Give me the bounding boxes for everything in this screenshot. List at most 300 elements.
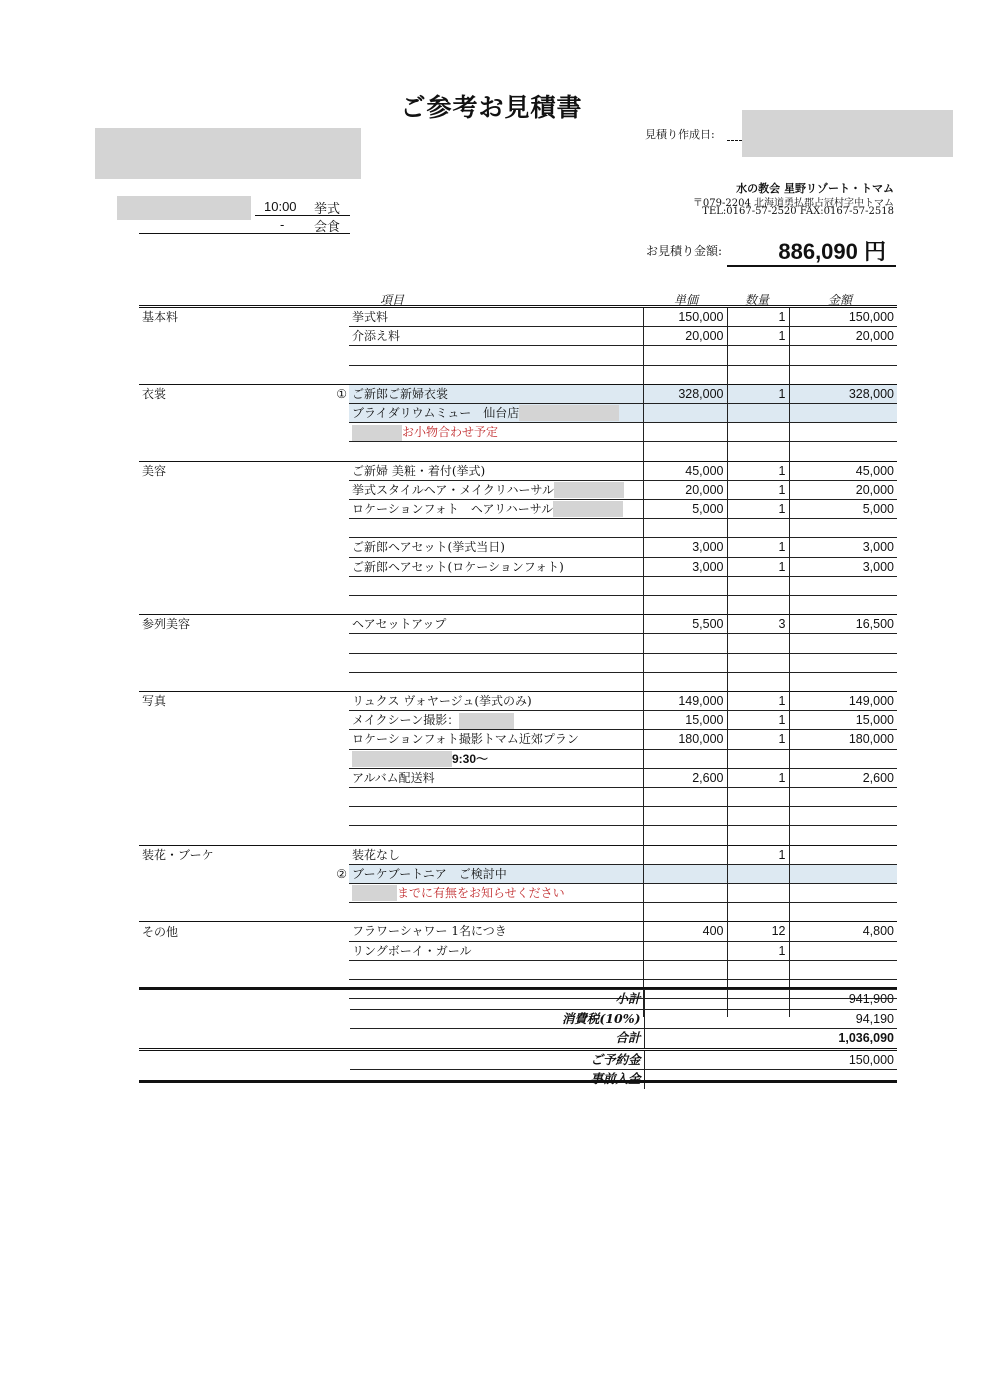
estimate-row <box>139 768 897 787</box>
note-marker <box>329 653 349 672</box>
item-cell <box>349 749 643 768</box>
note-marker: ② <box>336 866 347 881</box>
category-cell: 参列美容 <box>139 615 329 634</box>
item-label: フラワーシャワー 1名につき <box>352 924 507 939</box>
amount-cell <box>789 749 897 768</box>
unit-price-cell: 328,000 <box>643 384 727 403</box>
schedule-event-1: 挙式 <box>314 202 341 217</box>
item-cell <box>349 595 643 614</box>
header-amount: 金額 <box>828 293 853 307</box>
qty-cell <box>727 826 789 845</box>
item-cell <box>349 768 643 787</box>
item-cell <box>349 634 643 653</box>
item-cell <box>349 519 643 538</box>
redacted-text <box>352 425 402 441</box>
amount-cell <box>789 442 897 461</box>
total-underline <box>727 265 896 267</box>
note-marker <box>329 691 349 710</box>
note-marker <box>329 960 349 979</box>
estimate-row <box>139 538 897 557</box>
unit-price-cell <box>643 826 727 845</box>
note-marker <box>329 826 349 845</box>
category-cell <box>139 941 329 960</box>
totals-value: 150,000 <box>644 1049 897 1070</box>
qty-cell: 1 <box>727 730 789 749</box>
amount-cell: 15,000 <box>789 711 897 730</box>
estimate-row <box>139 595 897 614</box>
amount-cell: 149,000 <box>789 691 897 710</box>
category-cell <box>139 403 329 422</box>
item-cell <box>349 826 643 845</box>
item-label: リュクス ヴォヤージュ(挙式のみ) <box>352 693 532 708</box>
redacted-text <box>519 405 619 421</box>
totals-label: ご予約金 <box>350 1049 644 1070</box>
redacted-text <box>352 885 397 901</box>
redacted-date <box>742 110 953 157</box>
totals-spacer <box>139 1029 350 1050</box>
item-cell <box>349 922 643 941</box>
note-marker <box>329 730 349 749</box>
estimate-row <box>139 499 897 518</box>
totals-row <box>139 1049 897 1070</box>
qty-cell: 1 <box>727 711 789 730</box>
estimate-row <box>139 403 897 422</box>
qty-cell <box>727 749 789 768</box>
note-marker <box>329 615 349 634</box>
note-marker <box>329 672 349 691</box>
estimate-row <box>139 941 897 960</box>
qty-cell <box>727 653 789 672</box>
qty-cell: 1 <box>727 768 789 787</box>
amount-cell: 3,000 <box>789 557 897 576</box>
unit-price-cell: 149,000 <box>643 691 727 710</box>
category-cell: 美容 <box>139 461 329 480</box>
estimate-row <box>139 346 897 365</box>
schedule-event-2: 会食 <box>314 220 341 235</box>
unit-price-cell: 5,000 <box>643 499 727 518</box>
redacted-text <box>352 751 452 767</box>
note-marker <box>329 576 349 595</box>
item-label: ブライダリウムミュー 仙台店 <box>352 405 520 420</box>
qty-cell: 1 <box>727 499 789 518</box>
category-cell <box>139 557 329 576</box>
amount-cell <box>789 672 897 691</box>
item-cell <box>349 730 643 749</box>
category-cell: 写真 <box>139 691 329 710</box>
item-cell <box>349 615 643 634</box>
amount-cell: 150,000 <box>789 308 897 327</box>
unit-price-cell <box>643 576 727 595</box>
redacted-customer-name <box>95 128 361 179</box>
item-label: ロケーションフォト撮影トマム近郊プラン <box>352 732 579 747</box>
estimate-row <box>139 749 897 768</box>
unit-price-cell <box>643 864 727 883</box>
note-marker <box>329 807 349 826</box>
estimate-table <box>139 307 897 1017</box>
amount-cell <box>789 403 897 422</box>
note-marker <box>329 845 349 864</box>
item-cell <box>349 423 643 442</box>
unit-price-cell: 5,500 <box>643 615 727 634</box>
note-marker <box>329 442 349 461</box>
unit-price-cell <box>643 346 727 365</box>
amount-cell <box>789 807 897 826</box>
totals-row <box>139 1070 897 1089</box>
category-cell: 基本料 <box>139 308 329 327</box>
note-marker <box>329 346 349 365</box>
qty-cell: 1 <box>727 327 789 346</box>
item-label: 挙式料 <box>352 310 389 324</box>
category-cell <box>139 327 329 346</box>
unit-price-cell: 400 <box>643 922 727 941</box>
totals-value: 94,190 <box>644 1009 897 1029</box>
estimate-row <box>139 615 897 634</box>
item-cell <box>349 691 643 710</box>
amount-cell: 20,000 <box>789 480 897 499</box>
item-label: 介添え料 <box>352 329 401 344</box>
unit-price-cell: 180,000 <box>643 730 727 749</box>
note-marker <box>329 883 349 902</box>
totals-spacer <box>139 1049 350 1070</box>
item-cell <box>349 538 643 557</box>
date-label: 見積り作成日: <box>645 128 715 141</box>
qty-cell <box>727 346 789 365</box>
totals-row <box>139 1009 897 1029</box>
category-cell <box>139 787 329 806</box>
item-cell <box>349 499 643 518</box>
item-label: ご新郎ヘアセット(挙式当日) <box>352 540 505 555</box>
estimate-row <box>139 903 897 922</box>
amount-cell <box>789 826 897 845</box>
estimate-row <box>139 730 897 749</box>
totals-spacer <box>139 1070 350 1089</box>
amount-cell <box>789 960 897 979</box>
item-label: アルバム配送料 <box>352 770 435 785</box>
item-label: までに有無をお知らせください <box>397 885 565 900</box>
note-marker <box>329 365 349 384</box>
estimate-row <box>139 384 897 403</box>
estimate-row <box>139 672 897 691</box>
item-label: 9:30〜 <box>452 751 489 766</box>
amount-cell: 45,000 <box>789 461 897 480</box>
amount-cell <box>789 595 897 614</box>
category-cell: 衣裳 <box>139 384 329 403</box>
qty-cell <box>727 442 789 461</box>
qty-cell: 1 <box>727 461 789 480</box>
company-address: 〒079-2204 北海道勇払郡占冠村字中トマム <box>692 198 894 209</box>
category-cell <box>139 672 329 691</box>
item-label: ブーケブートニア ご検討中 <box>352 866 507 881</box>
amount-cell: 328,000 <box>789 384 897 403</box>
amount-cell <box>789 845 897 864</box>
category-cell <box>139 826 329 845</box>
unit-price-cell: 2,600 <box>643 768 727 787</box>
unit-price-cell <box>643 653 727 672</box>
totals-table <box>139 989 897 1089</box>
estimate-row <box>139 327 897 346</box>
qty-cell <box>727 807 789 826</box>
unit-price-cell <box>643 883 727 902</box>
note-marker <box>329 403 349 422</box>
estimate-row <box>139 308 897 327</box>
totals-row <box>139 990 897 1010</box>
category-cell <box>139 595 329 614</box>
qty-cell <box>727 672 789 691</box>
category-cell <box>139 480 329 499</box>
company-name: 水の教会 星野リゾート・トマム <box>736 182 894 195</box>
item-cell <box>349 787 643 806</box>
item-cell <box>349 903 643 922</box>
totals-label: 事前入金 <box>350 1070 644 1089</box>
schedule-time-2: - <box>280 217 285 232</box>
estimate-row <box>139 653 897 672</box>
item-cell <box>349 883 643 902</box>
estimate-row <box>139 691 897 710</box>
estimate-row <box>139 461 897 480</box>
note-marker <box>329 634 349 653</box>
unit-price-cell: 15,000 <box>643 711 727 730</box>
totals-label: 小計 <box>350 990 644 1010</box>
category-cell <box>139 730 329 749</box>
note-marker <box>329 557 349 576</box>
unit-price-cell <box>643 634 727 653</box>
category-cell <box>139 768 329 787</box>
estimate-row <box>139 807 897 826</box>
category-cell <box>139 423 329 442</box>
note-marker <box>329 499 349 518</box>
qty-cell <box>727 883 789 902</box>
estimate-row <box>139 922 897 941</box>
totals-value: 941,900 <box>644 990 897 1010</box>
estimate-row <box>139 480 897 499</box>
total-amount: 886,090 円 <box>778 239 886 264</box>
qty-cell: 1 <box>727 845 789 864</box>
category-cell <box>139 346 329 365</box>
qty-cell: 1 <box>727 691 789 710</box>
note-marker: ① <box>329 384 349 403</box>
note-marker <box>329 595 349 614</box>
item-label: メイクシーン撮影： <box>352 713 460 728</box>
category-cell <box>139 634 329 653</box>
redacted-text <box>554 482 624 498</box>
qty-cell <box>727 960 789 979</box>
totals-value <box>644 1070 897 1089</box>
item-cell <box>349 653 643 672</box>
category-cell: 装花・ブーケ <box>139 845 329 864</box>
category-cell <box>139 442 329 461</box>
item-cell <box>349 941 643 960</box>
unit-price-cell <box>643 749 727 768</box>
amount-cell <box>789 519 897 538</box>
item-cell <box>349 346 643 365</box>
amount-cell <box>789 365 897 384</box>
unit-price-cell <box>643 807 727 826</box>
header-item: 項目 <box>380 293 405 307</box>
amount-cell: 5,000 <box>789 499 897 518</box>
estimate-row <box>139 519 897 538</box>
date-underline <box>727 140 742 141</box>
item-cell <box>349 807 643 826</box>
estimate-row <box>139 845 897 864</box>
qty-cell: 1 <box>727 941 789 960</box>
item-cell <box>349 403 643 422</box>
estimate-row <box>139 442 897 461</box>
estimate-row <box>139 787 897 806</box>
amount-cell <box>789 903 897 922</box>
note-marker <box>329 538 349 557</box>
redacted-text <box>553 501 623 517</box>
category-cell <box>139 864 329 883</box>
unit-price-cell <box>643 903 727 922</box>
unit-price-cell: 20,000 <box>643 480 727 499</box>
estimate-row <box>139 634 897 653</box>
estimate-row <box>139 826 897 845</box>
amount-cell <box>789 864 897 883</box>
note-marker <box>329 480 349 499</box>
note-marker <box>329 327 349 346</box>
note-marker <box>329 461 349 480</box>
estimate-row <box>139 883 897 902</box>
item-cell <box>349 461 643 480</box>
qty-cell: 1 <box>727 308 789 327</box>
schedule-line-2 <box>139 233 350 234</box>
item-cell <box>349 365 643 384</box>
note-marker <box>329 308 349 327</box>
qty-cell: 1 <box>727 538 789 557</box>
note-marker <box>329 711 349 730</box>
totals-label: 消費税(10%) <box>350 1009 644 1029</box>
note-marker <box>329 787 349 806</box>
amount-cell: 180,000 <box>789 730 897 749</box>
estimate-row <box>139 557 897 576</box>
amount-cell: 16,500 <box>789 615 897 634</box>
amount-cell: 2,600 <box>789 768 897 787</box>
note-marker <box>329 903 349 922</box>
qty-cell: 1 <box>727 480 789 499</box>
qty-cell <box>727 403 789 422</box>
totals-row <box>139 1029 897 1050</box>
item-label: お小物合わせ予定 <box>402 425 499 440</box>
schedule-time-1: 10:00 <box>264 199 297 214</box>
category-cell <box>139 538 329 557</box>
category-cell <box>139 653 329 672</box>
qty-cell: 3 <box>727 615 789 634</box>
redacted-text <box>459 713 514 729</box>
note-marker <box>329 423 349 442</box>
amount-cell: 20,000 <box>789 327 897 346</box>
category-cell <box>139 365 329 384</box>
category-cell <box>139 519 329 538</box>
estimate-row <box>139 864 897 883</box>
category-cell <box>139 883 329 902</box>
header-qty: 数量 <box>745 293 770 307</box>
item-label: ヘアセットアップ <box>352 617 447 632</box>
amount-cell <box>789 576 897 595</box>
totals-label: 合計 <box>350 1029 644 1050</box>
unit-price-cell: 3,000 <box>643 557 727 576</box>
category-cell: その他 <box>139 922 329 941</box>
item-cell <box>349 480 643 499</box>
item-label: リングボーイ・ガール <box>352 943 472 958</box>
unit-price-cell: 150,000 <box>643 308 727 327</box>
qty-cell <box>727 595 789 614</box>
item-label: ご新郎ヘアセット(ロケーションフォト) <box>352 559 564 574</box>
unit-price-cell <box>643 672 727 691</box>
category-cell <box>139 711 329 730</box>
unit-price-cell <box>643 941 727 960</box>
item-cell <box>349 308 643 327</box>
item-label: ご新婦 美粧・着付(挙式) <box>352 463 486 478</box>
amount-cell <box>789 941 897 960</box>
note-marker <box>329 519 349 538</box>
category-cell <box>139 807 329 826</box>
amount-cell: 4,800 <box>789 922 897 941</box>
unit-price-cell: 3,000 <box>643 538 727 557</box>
estimate-row <box>139 423 897 442</box>
item-cell <box>349 672 643 691</box>
qty-cell <box>727 634 789 653</box>
item-label: ロケーションフォト ヘアリハーサル <box>352 501 554 516</box>
category-cell <box>139 576 329 595</box>
category-cell <box>139 960 329 979</box>
item-cell <box>349 864 643 883</box>
unit-price-cell <box>643 787 727 806</box>
category-cell <box>139 903 329 922</box>
qty-cell: 1 <box>727 384 789 403</box>
redacted-event-date <box>117 196 251 220</box>
estimate-row <box>139 960 897 979</box>
amount-cell <box>789 423 897 442</box>
estimate-row <box>139 711 897 730</box>
item-cell <box>349 711 643 730</box>
item-cell <box>349 576 643 595</box>
unit-price-cell <box>643 442 727 461</box>
amount-cell <box>789 346 897 365</box>
unit-price-cell <box>643 403 727 422</box>
totals-spacer <box>139 1009 350 1029</box>
amount-cell <box>789 787 897 806</box>
item-cell <box>349 557 643 576</box>
qty-cell: 12 <box>727 922 789 941</box>
total-label: お見積り金額: <box>646 244 723 258</box>
item-label: ご新郎ご新婦衣裳 <box>352 386 449 401</box>
amount-cell: 3,000 <box>789 538 897 557</box>
unit-price-cell <box>643 365 727 384</box>
unit-price-cell <box>643 595 727 614</box>
category-cell <box>139 749 329 768</box>
note-marker <box>329 768 349 787</box>
qty-cell <box>727 519 789 538</box>
item-cell <box>349 384 643 403</box>
unit-price-cell: 45,000 <box>643 461 727 480</box>
company-phone: TEL:0167-57-2520 FAX:0167-57-2518 <box>702 206 894 217</box>
header-unit-price: 単価 <box>674 293 699 307</box>
amount-cell <box>789 653 897 672</box>
unit-price-cell <box>643 845 727 864</box>
item-cell <box>349 327 643 346</box>
unit-price-cell <box>643 519 727 538</box>
unit-price-cell: 20,000 <box>643 327 727 346</box>
qty-cell <box>727 423 789 442</box>
item-cell <box>349 845 643 864</box>
qty-cell <box>727 365 789 384</box>
totals-spacer <box>139 990 350 1010</box>
unit-price-cell <box>643 423 727 442</box>
category-cell <box>139 499 329 518</box>
amount-cell <box>789 883 897 902</box>
item-label: 挙式スタイルヘア・メイクリハーサル <box>352 482 554 497</box>
estimate-row <box>139 365 897 384</box>
